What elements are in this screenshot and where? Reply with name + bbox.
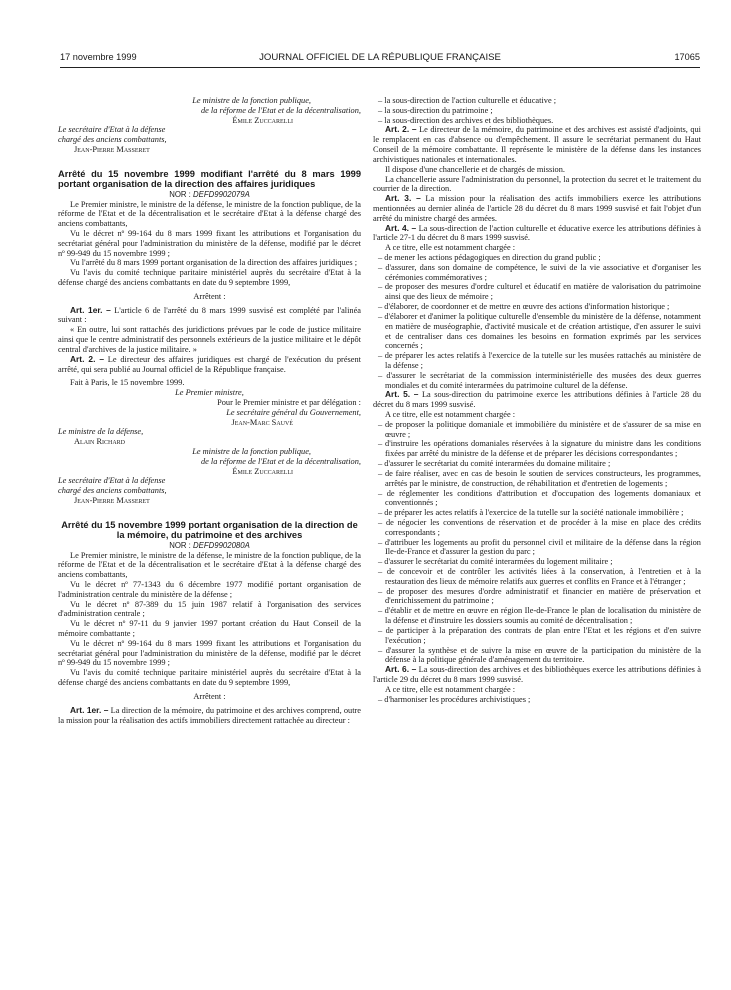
list-item: – d'assurer la synthèse et de suivre la mise en œuvre de la participation du ministère de la défense à la politique générale d'aménagement du territoire. [378, 645, 701, 665]
signature-role: de la réforme de l'Etat et de la décentralisation, [200, 456, 361, 466]
list-item: – d'assurer, dans son domaine de compétence, le suivi de la vie associative et d'organiser les cérémonies commémoratives ; [378, 262, 701, 282]
article-text: Le directeur de la mémoire, du patrimoine et des archives est assisté d'adjoints, qui le remplacent en cas d'absence ou d'empêchement. Il assure le secrétariat permanent du Haut Conseil de la mémoire combattante. Il représente le ministère de la défense dans les instances archivistiques nationales et internationales. [373, 125, 702, 164]
article [373, 125, 701, 164]
paragraph: Vu l'avis du comité technique paritaire ministériel auprès du secrétaire d'Etat à la défense chargé des anciens combattants en date du 9 septembre 1999, [58, 268, 361, 287]
signature-name: Jean-Marc Sauvé [231, 417, 293, 427]
article [373, 194, 701, 223]
signature-name: Jean-Pierre Masseret [74, 496, 150, 506]
article [373, 224, 701, 244]
list-item: – la sous-direction des archives et des bibliothèques. [378, 115, 554, 125]
decree-title: Arrêté du 15 novembre 1999 modifiant l'arrêté du 8 mars 1999 portant organisation de la direction des affaires juridiques [58, 168, 361, 190]
article-text: La direction de la mémoire, du patrimoine et des archives comprend, outre la mission pour la réalisation des actifs immobiliers directement rattachée au directeur : [58, 705, 362, 725]
signature-role: chargé des anciens combattants, [58, 486, 167, 496]
article [373, 390, 701, 410]
signature-role: Le Premier ministre, [175, 388, 244, 398]
signature-name: Émile Zuccarelli [232, 115, 293, 125]
paragraph: La chancellerie assure l'administration du personnel, la protection du secret et le traitement du courrier de la direction. [373, 174, 701, 194]
signature-role: Le secrétaire d'Etat à la défense [58, 125, 166, 135]
signature-name: Jean-Pierre Masseret [74, 145, 150, 155]
nor-reference [58, 541, 361, 551]
article-heading: Art. 5. – [385, 389, 419, 400]
paragraph: Il dispose d'une chancellerie et de chargés de mission. [385, 164, 565, 174]
article-text: L'article 6 de l'arrêté du 8 mars 1999 susvisé est complété par l'alinéa suivant : [58, 305, 361, 325]
nor-reference [58, 190, 361, 200]
header-journal-title: JOURNAL OFFICIEL DE LA RÉPUBLIQUE FRANÇAISE [259, 52, 501, 63]
list-item: – la sous-direction de l'action culturelle et éducative ; [378, 96, 557, 105]
nor-code: DEFD9902079A [193, 189, 250, 199]
list-item: – de mener les actions pédagogiques en direction du grand public ; [378, 253, 601, 262]
arretent-heading: Arrêtent : [193, 291, 226, 301]
list-item: – d'élaborer et d'animer la politique culturelle d'ensemble du ministère de la défense, notamment en matière de muséographie, d'activité musicale et de création artistique, d'en assurer le suivi et de centraliser dans ces domaines les besoins en formation exprimés par les services concernés ; [378, 311, 701, 351]
paragraph: Le Premier ministre, le ministre de la défense, le ministre de la fonction publique, de la réforme de l'Etat et de la décentralisation et le secrétaire d'Etat à la défense chargé des anciens combattants, [58, 550, 362, 580]
article [58, 355, 361, 375]
list-item: – d'instruire les opérations domaniales réservées à la signature du ministre dans les conditions fixées par arrêté du ministre de la défense et de préparer les décisions correspondantes ; [378, 439, 701, 459]
article-text: La sous-direction des archives et des bibliothèques exerce les attributions définies à l'article 29 du décret du 8 mars 1999 susvisé. [373, 665, 701, 684]
signature-delegation: Pour le Premier ministre et par délégation : [217, 397, 361, 407]
decree-title: Arrêté du 15 novembre 1999 portant organisation de la direction de la mémoire, du patrimoine et des archives [61, 519, 358, 541]
article-heading: Art. 6. – [385, 664, 417, 675]
list-item: – de proposer la politique domaniale et immobilière du ministère et de s'assurer de sa mise en œuvre ; [378, 419, 701, 439]
article [58, 306, 361, 326]
article-heading: Art. 1er. – [70, 304, 111, 315]
list-item: – de proposer des mesures d'ordre culturel et éducatif en matière de valorisation du patrimoine ainsi que des lieux de mémoire ; [378, 282, 702, 302]
left-column [58, 96, 361, 725]
signature-role: chargé des anciens combattants, [58, 135, 167, 145]
article-heading: Art. 2. – [385, 124, 417, 135]
list-item: – de préparer les actes relatifs à l'exercice de la tutelle sur les musées rattachés au ministère de la défense ; [378, 351, 701, 370]
paragraph: Vu le décret nº 77-1343 du 6 décembre 1977 modifié portant organisation de l'administration centrale du ministère de la défense ; [58, 579, 361, 599]
paragraph: Vu l'avis du comité technique paritaire ministériel auprès du secrétaire d'Etat à la défense chargé des anciens combattants en date du 9 septembre 1999, [58, 668, 361, 688]
page-header [60, 52, 700, 66]
signature-role: Le ministre de la défense, [58, 427, 144, 437]
list-item: – de réglementer les conditions d'attribution et d'occupation des logements domaniaux et conventionnés ; [378, 488, 701, 508]
list-item: – de participer à la préparation des contrats de plan entre l'Etat et les régions et d'en suivre l'exécution ; [378, 625, 701, 645]
list-item: – d'assurer le secrétariat du comité interarmées du logement militaire ; [378, 557, 613, 567]
paragraph: Vu le décret nº 87-389 du 15 juin 1987 relatif à l'organisation des services d'administration centrale ; [58, 599, 361, 619]
header-date: 17 novembre 1999 [60, 52, 137, 62]
list-item: – d'attribuer les logements au profit du personnel civil et militaire de la défense dans la région Ile-de-France et d'assurer la gestion du parc ; [378, 537, 701, 557]
list-item: – d'harmoniser les procédures archivistiques ; [378, 694, 531, 704]
paragraph: A ce titre, elle est notamment chargée : [385, 243, 516, 253]
article-heading: Art. 1er. – [70, 704, 109, 715]
list-item: – d'assurer le secrétariat du comité interarmées du domaine militaire ; [378, 459, 611, 469]
paragraph: Vu le décret nº 99-164 du 8 mars 1999 fixant les attributions et l'organisation du secrétariat général pour l'administration du ministère de la défense, modifié par le décret nº 99-949 du 15 novembre 1999 ; [58, 228, 361, 258]
paragraph: Vu le décret nº 97-11 du 9 janvier 1997 portant création du Haut Conseil de la mémoire combattante ; [58, 619, 361, 638]
signature-name: Émile Zuccarelli [232, 466, 293, 476]
nor-label: NOR : [169, 189, 194, 199]
article-heading: Art. 2. – [70, 353, 105, 364]
signature-role: de la réforme de l'Etat et de la décentralisation, [200, 105, 361, 115]
header-rule [60, 67, 700, 68]
paragraph: Vu l'arrêté du 8 mars 1999 portant organisation de la direction des affaires juridiques ; [70, 258, 358, 268]
article-text: La sous-direction du patrimoine exerce les attributions définies à l'article 28 du décret du 8 mars 1999 susvisé. [373, 390, 702, 410]
nor-label: NOR : [169, 540, 194, 550]
paragraph: Vu le décret nº 99-164 du 8 mars 1999 fixant les attributions et l'organisation du secrétariat général pour l'administration du ministère de la défense, modifié par le décret nº 99-949 du 15 novembre 1999 ; [58, 638, 361, 668]
list-item: – d'élaborer, de coordonner et de mettre en œuvre des actions d'information historique ; [378, 302, 670, 312]
list-item: – de préparer les actes relatifs à l'exercice de la tutelle sur la société nationale immobilière ; [378, 508, 684, 518]
list-item: – de proposer des mesures d'ordre administratif et financier en matière de préservation et d'enrichissement du patrimoine ; [378, 586, 701, 606]
header-page-number: 17065 [674, 52, 700, 62]
list-item: – de négocier les conventions de réservation et de procéder à la mise en place des crédits correspondants ; [378, 517, 701, 537]
signature-role: Le secrétaire général du Gouvernement, [226, 407, 361, 417]
article-heading: Art. 3. – [385, 193, 421, 204]
paragraph: Le Premier ministre, le ministre de la défense, le ministre de la fonction publique, de la réforme de l'Etat et de la décentralisation et le secrétaire d'Etat à la défense chargé des anciens combattants, [58, 199, 362, 229]
article [373, 665, 701, 685]
signature-role: Le ministre de la fonction publique, [192, 96, 311, 105]
paragraph: A ce titre, elle est notamment chargée : [385, 684, 516, 694]
paragraph: A ce titre, elle est notamment chargée : [385, 410, 516, 419]
list-item: – d'établir et de mettre en œuvre en région Ile-de-France le plan de localisation du ministère de la défense et d'instruire les dossiers soumis au comité de décentralisation ; [378, 606, 702, 626]
date-place: Fait à Paris, le 15 novembre 1999. [70, 378, 185, 388]
signature-name: Alain Richard [74, 437, 126, 447]
article-heading: Art. 4. – [385, 222, 417, 233]
signature-role: Le ministre de la fonction publique, [192, 447, 311, 456]
list-item: – de concevoir et de contrôler les activités liées à la conservation, à l'entretien et à la restauration des lieux de mémoire relatifs aux guerres et conflits en France et à l'étranger ; [378, 567, 701, 586]
arretent-heading: Arrêtent : [193, 691, 226, 701]
nor-code: DEFD9902080A [193, 540, 250, 550]
list-item: – la sous-direction du patrimoine ; [378, 105, 493, 115]
list-item: – d'assurer le secrétariat de la commission interministérielle des musées des deux guerres mondiales et du comité interarmées du patrimoine culturel de la défense. [378, 370, 701, 390]
article-text: La sous-direction de l'action culturelle et éducative exerce les attributions définies à l'article 27-1 du décret du 8 mars 1999 susvisé. [373, 223, 701, 243]
article-text: Le directeur des affaires juridiques est chargé de l'exécution du présent arrêté, qui sera publié au Journal officiel de la République française. [58, 354, 361, 374]
right-column [373, 96, 701, 704]
article [58, 706, 361, 726]
quoted-paragraph: « En outre, lui sont rattachés des juridictions prévues par le code de justice militaire ainsi que le centre administratif des personnels extérieurs de la justice militaire et le dépôt central d'archives de la justice militaire. » [58, 325, 361, 354]
signature-role: Le secrétaire d'Etat à la défense [58, 476, 166, 486]
article-text: La mission pour la réalisation des actifs immobiliers exerce les attributions mentionnées au dernier alinéa de l'article 28 du décret du 8 mars 1999 susvisé et fait l'objet d'un arrêté du ministre chargé des armées. [373, 194, 701, 223]
list-item: – de faire réaliser, avec en cas de besoin le soutien de services constructeurs, les programmes, arrêtés par le ministre, de construction, de réhabilitation et d'entretien de logements ; [378, 468, 701, 488]
